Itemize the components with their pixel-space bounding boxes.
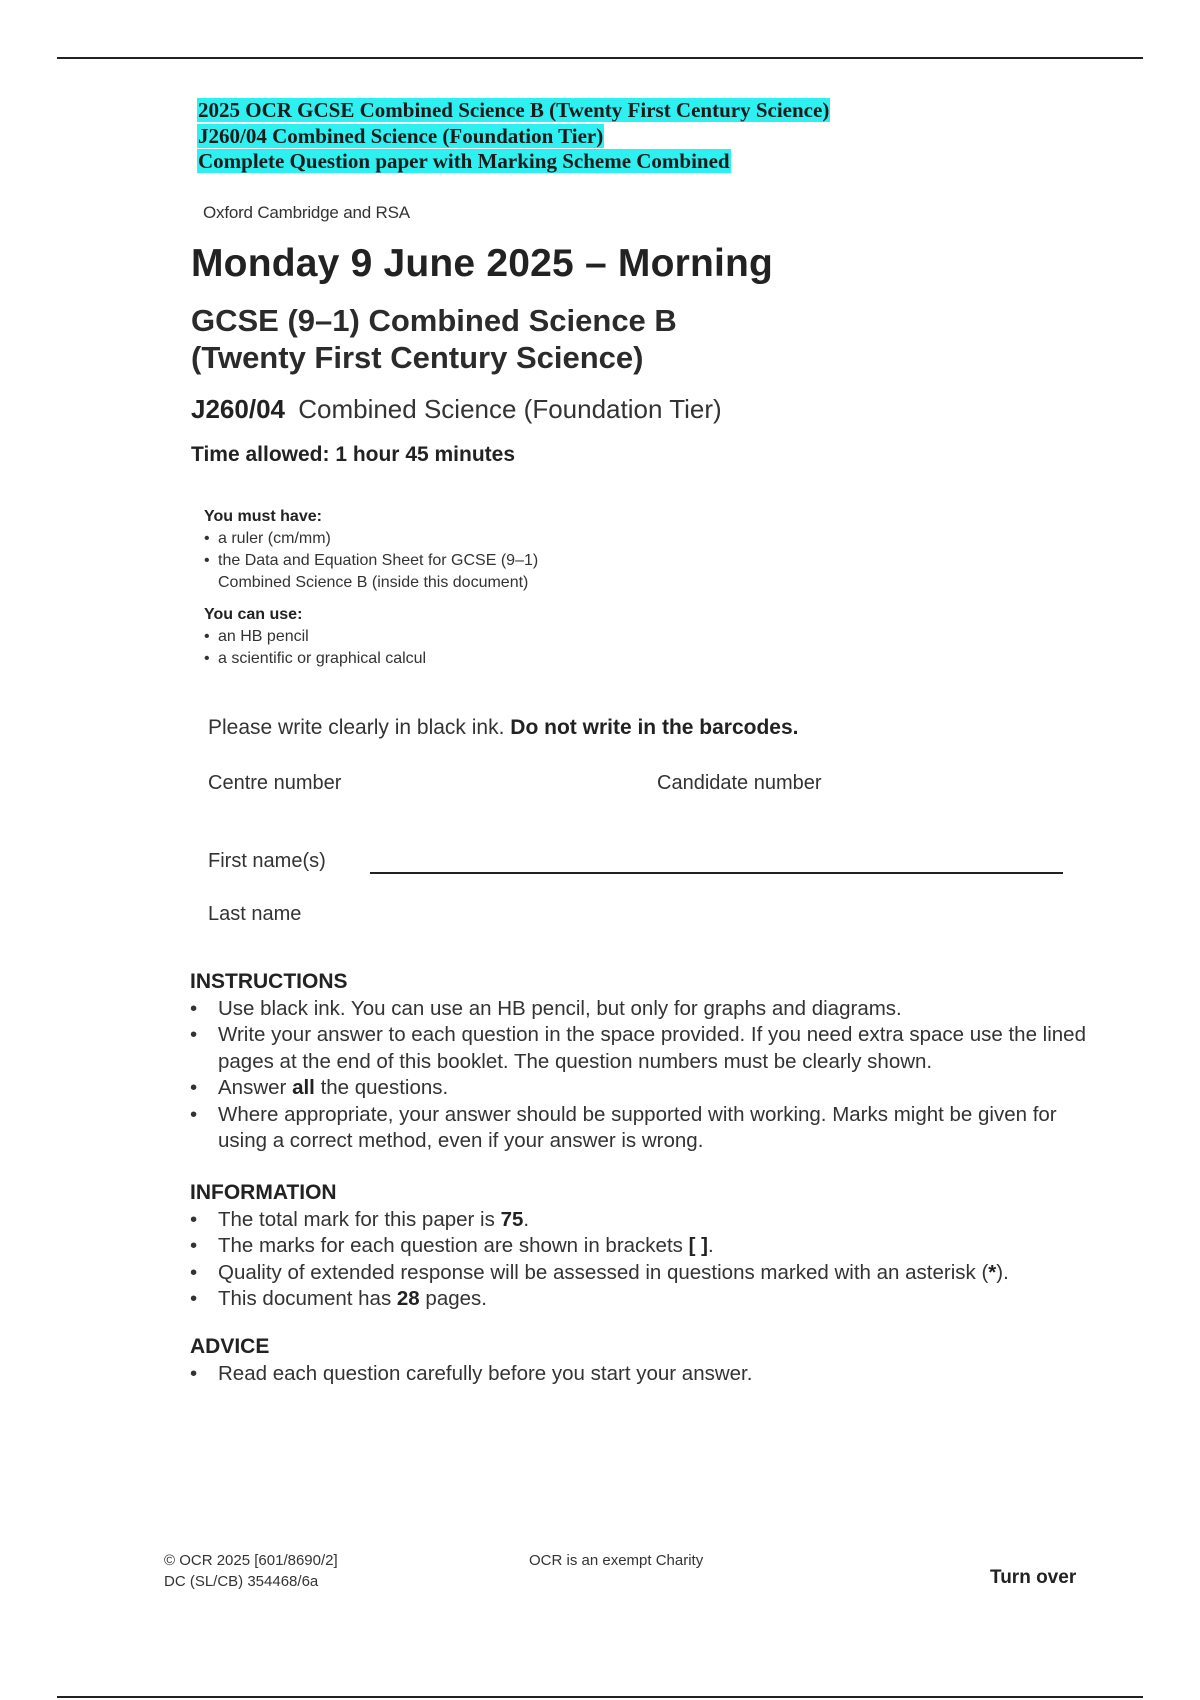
information-section (190, 1180, 1090, 1313)
list-item: • the Data and Equation Sheet for GCSE (9–1) Combined Science B (inside this document) (204, 550, 538, 594)
exam-date: Monday 9 June 2025 – Morning (191, 242, 774, 285)
subject-line-1: GCSE (9–1) Combined Science B (191, 303, 677, 338)
list-item: • Quality of extended response will be assessed in questions marked with an asterisk (*). (190, 1260, 1090, 1287)
list-item: • Where appropriate, your answer should be supported with working. Marks might be given for using a correct method, even if your answer is wrong. (190, 1102, 1090, 1155)
list-item: • Write your answer to each question in the space provided. If you need extra space use the lined pages at the end of this booklet. The question numbers must be clearly shown. (190, 1022, 1090, 1075)
centre-number-label: Centre number (208, 772, 342, 794)
bottom-rule (57, 1696, 1143, 1698)
paper-code: J260/04 (191, 394, 285, 424)
title-banner (197, 98, 830, 175)
list-item: • a scientific or graphical calcul (204, 648, 538, 670)
list-item: • an HB pencil (204, 626, 538, 648)
information-heading: INFORMATION (190, 1181, 337, 1204)
list-item: • a ruler (cm/mm) (204, 528, 538, 550)
footer-charity: OCR is an exempt Charity (529, 1552, 704, 1569)
must-have-heading: You must have: (204, 508, 322, 525)
can-use-heading: You can use: (204, 606, 303, 623)
equipment-box (204, 506, 538, 670)
top-rule (57, 57, 1143, 59)
first-name-label: First name(s) (208, 850, 326, 872)
candidate-number-label: Candidate number (657, 772, 822, 794)
paper-name: Combined Science (Foundation Tier) (298, 394, 722, 424)
list-item: • The marks for each question are shown in brackets [ ]. (190, 1233, 1090, 1260)
instructions-heading: INSTRUCTIONS (190, 970, 348, 993)
banner-line-1: 2025 OCR GCSE Combined Science B (Twenty First Century Science) (198, 98, 830, 122)
write-clearly-note: Please write clearly in black ink. Do not write in the barcodes. (208, 716, 799, 739)
list-item: • This document has 28 pages. (190, 1286, 1090, 1313)
last-name-label: Last name (208, 903, 302, 925)
subject-title (191, 302, 677, 376)
subject-line-2: (Twenty First Century Science) (191, 340, 644, 375)
turn-over: Turn over (990, 1567, 1077, 1588)
instructions-section (190, 969, 1090, 1155)
paper-title (191, 394, 722, 425)
list-item: • Use black ink. You can use an HB pencil, but only for graphs and diagrams. (190, 996, 1090, 1023)
advice-section (190, 1334, 1090, 1387)
first-name-field[interactable] (370, 872, 1063, 874)
banner-line-3: Complete Question paper with Marking Scheme Combined (198, 149, 730, 173)
list-item: • Answer all the questions. (190, 1075, 1090, 1102)
advice-heading: ADVICE (190, 1335, 270, 1358)
time-allowed: Time allowed: 1 hour 45 minutes (191, 443, 516, 466)
footer-copyright: © OCR 2025 [601/8690/2] DC (SL/CB) 354468/6a (164, 1552, 338, 1590)
org-logo-text: Oxford Cambridge and RSA (203, 203, 410, 222)
banner-line-2: J260/04 Combined Science (Foundation Tier) (198, 123, 604, 148)
list-item: • The total mark for this paper is 75. (190, 1207, 1090, 1234)
list-item: • Read each question carefully before you start your answer. (190, 1361, 1090, 1388)
